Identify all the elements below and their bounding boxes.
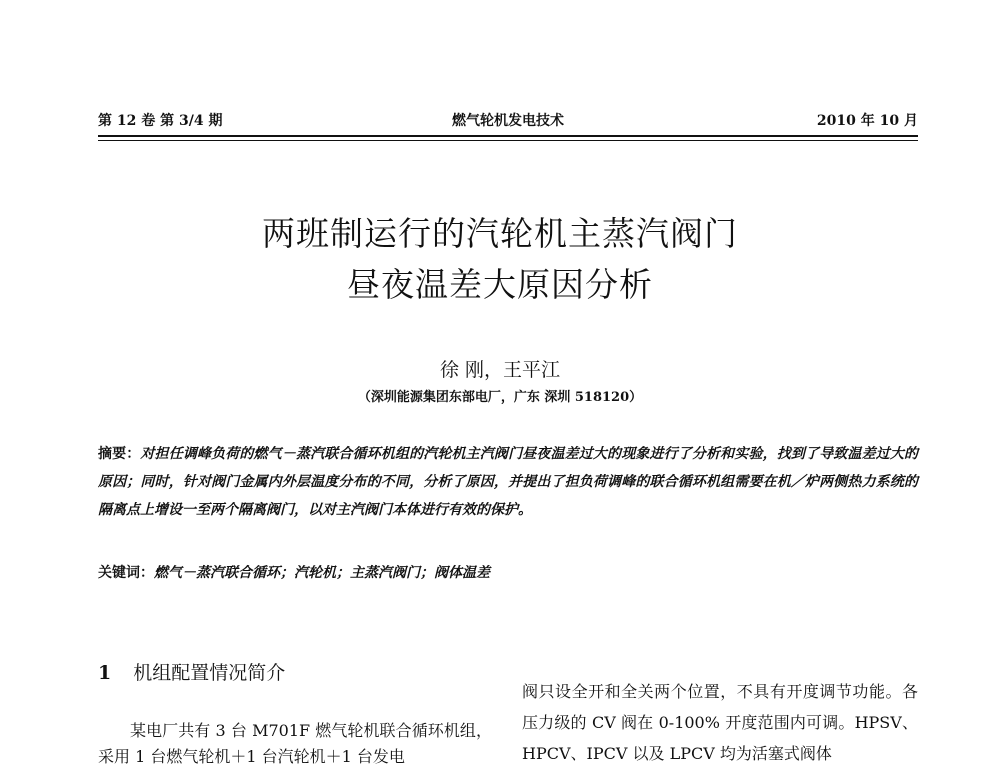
abstract — [98, 440, 918, 524]
keywords-text: 燃气－蒸汽联合循环；汽轮机；主蒸汽阀门；阀体温差 — [154, 565, 490, 581]
paper-title — [0, 208, 1000, 310]
abstract-text: 对担任调峰负荷的燃气－蒸汽联合循环机组的汽轮机主汽阀门昼夜温差过大的现象进行了分析和实验，找到了导致温差过大的原因；同时，针对阀门金属内外层温度分布的不同，分析了原因，并提出了担负荷调峰的联合循环机组需要在机／炉两侧热力系统的隔离点上增设一至两个隔离阀门，以对主汽阀门本体进行有效的保护。 — [98, 446, 918, 518]
section-heading — [98, 658, 285, 685]
keywords — [98, 562, 918, 582]
body-left-column: 某电厂共有 3 台 M701F 燃气轮机联合循环机组，采用 1 台燃气轮机＋1 台汽轮机＋1 台发电 — [98, 721, 492, 766]
header-rule-thin — [98, 140, 918, 141]
journal-name: 燃气轮机发电技术 — [452, 113, 564, 129]
running-header — [98, 110, 918, 132]
title-line-2: 昼夜温差大原因分析 — [347, 265, 653, 304]
keywords-label: 关键词： — [98, 565, 154, 581]
author-list: 徐 刚，王平江 — [439, 359, 561, 381]
section-title: 机组配置情况简介 — [133, 662, 286, 684]
publication-date: 2010 年 10 月 — [816, 113, 918, 129]
section-number: 1 — [98, 662, 112, 684]
header-rule-thick — [98, 135, 918, 137]
author-affiliation: （深圳能源集团东部电厂，广东 深圳 518120） — [357, 390, 643, 405]
body-right-column: 阀只设全开和全关两个位置，不具有开度调节功能。各压力级的 CV 阀在 0-100% 开度范围内可调。HPSV、HPCV、IPCV 以及 LPCV 均为活塞式阀体 — [522, 682, 918, 763]
title-line-1: 两班制运行的汽轮机主蒸汽阀门 — [262, 214, 738, 253]
abstract-label: 摘要： — [98, 446, 141, 462]
volume-issue: 第 12 卷 第 3/4 期 — [98, 113, 223, 129]
